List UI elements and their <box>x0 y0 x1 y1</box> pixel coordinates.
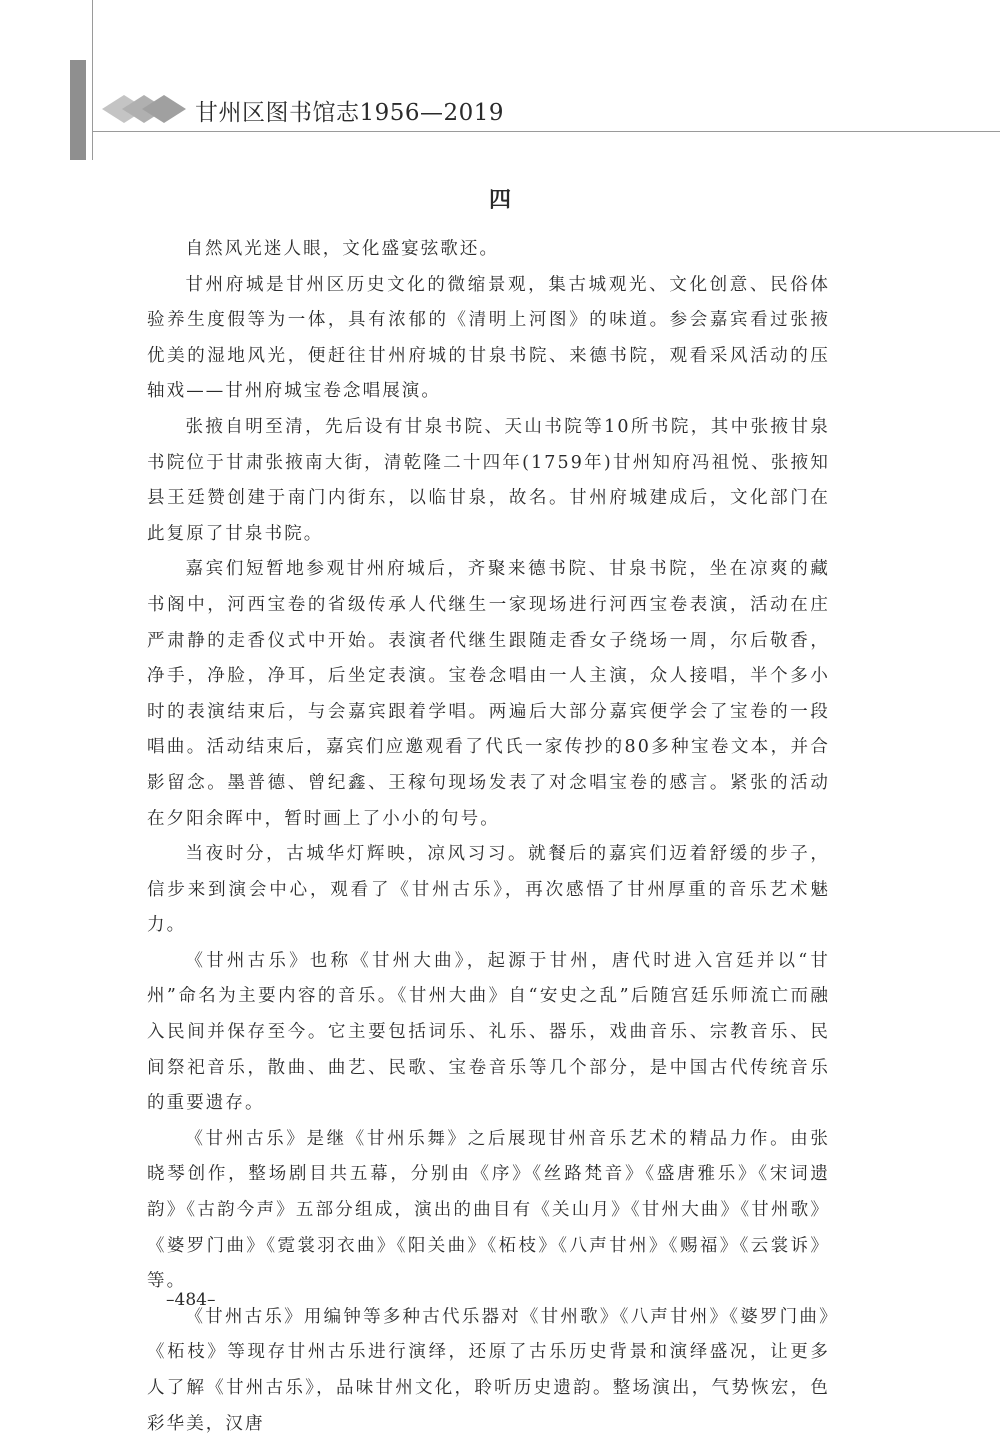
paragraph: 《甘州古乐》用编钟等多种古代乐器对《甘州歌》《八声甘州》《婆罗门曲》《柘枝》等现存甘州古乐进行演绎，还原了古乐历史背景和演绎盛况，让更多人了解《甘州古乐》，品味甘州文化，聆听历史遗韵。整场演出，气势恢宏，色彩华美，汉唐 <box>147 1306 830 1434</box>
body-text <box>147 232 830 1442</box>
diamond-ornament-icon <box>100 92 190 126</box>
paragraph: 《甘州古乐》是继《甘州乐舞》之后展现甘州音乐艺术的精品力作。由张晓琴创作，整场剧目共五幕，分别由《序》《丝路梵音》《盛唐雅乐》《宋词遗韵》《古韵今声》五部分组成，演出的曲目有《关山月》《甘州大曲》《甘州歌》《婆罗门曲》《霓裳羽衣曲》《阳关曲》《柘枝》《八声甘州》《赐福》《云裳诉》等。 <box>147 1128 830 1292</box>
paragraph: 嘉宾们短暂地参观甘州府城后，齐聚来德书院、甘泉书院，坐在凉爽的藏书阁中，河西宝卷的省级传承人代继生一家现场进行河西宝卷表演，活动在庄严肃静的走香仪式中开始。表演者代继生跟随走香女子绕场一周，尔后敬香，净手，净脸，净耳，后坐定表演。宝卷念唱由一人主演，众人接唱，半个多小时的表演结束后，与会嘉宾跟着学唱。两遍后大部分嘉宾便学会了宝卷的一段唱曲。活动结束后，嘉宾们应邀观看了代氏一家传抄的80多种宝卷文本，并合影留念。墨普德、曾纪鑫、王稼句现场发表了对念唱宝卷的感言。紧张的活动在夕阳余晖中，暂时画上了小小的句号。 <box>147 559 830 829</box>
paragraph: 甘州府城是甘州区历史文化的微缩景观，集古城观光、文化创意、民俗体验养生度假等为一体，具有浓郁的《清明上河图》的味道。参会嘉宾看过张掖优美的湿地风光，便赶往甘州府城的甘泉书院、来德书院，观看采风活动的压轴戏——甘州府城宝卷念唱展演。 <box>147 274 830 402</box>
header-gray-bar <box>70 60 86 160</box>
section-heading: 四 <box>488 187 511 213</box>
page-number: –484– <box>166 1290 216 1310</box>
paragraph: 《甘州古乐》也称《甘州大曲》，起源于甘州，唐代时进入宫廷并以“甘州”命名为主要内容的音乐。《甘州大曲》自“安史之乱”后随宫廷乐师流亡而融入民间并保存至今。它主要包括词乐、礼乐、器乐，戏曲音乐、宗教音乐、民间祭祀音乐，散曲、曲艺、民歌、宝卷音乐等几个部分，是中国古代传统音乐的重要遗存。 <box>147 950 830 1114</box>
paragraph: 张掖自明至清，先后设有甘泉书院、天山书院等10所书院，其中张掖甘泉书院位于甘肃张掖南大街，清乾隆二十四年(1759年)甘州知府冯祖悦、张掖知县王廷赞创建于南门内街东，以临甘泉，故名。甘州府城建成后，文化部门在此复原了甘泉书院。 <box>147 416 830 544</box>
paragraph: 当夜时分，古城华灯辉映，凉风习习。就餐后的嘉宾们迈着舒缓的步子，信步来到演会中心，观看了《甘州古乐》，再次感悟了甘州厚重的音乐艺术魅力。 <box>147 844 830 936</box>
book-title: 甘州区图书馆志1956—2019 <box>195 100 505 126</box>
header-vertical-rule <box>92 0 93 160</box>
header-horizontal-rule <box>92 131 1000 132</box>
paragraph: 自然风光迷人眼，文化盛宴弦歌还。 <box>185 239 500 259</box>
